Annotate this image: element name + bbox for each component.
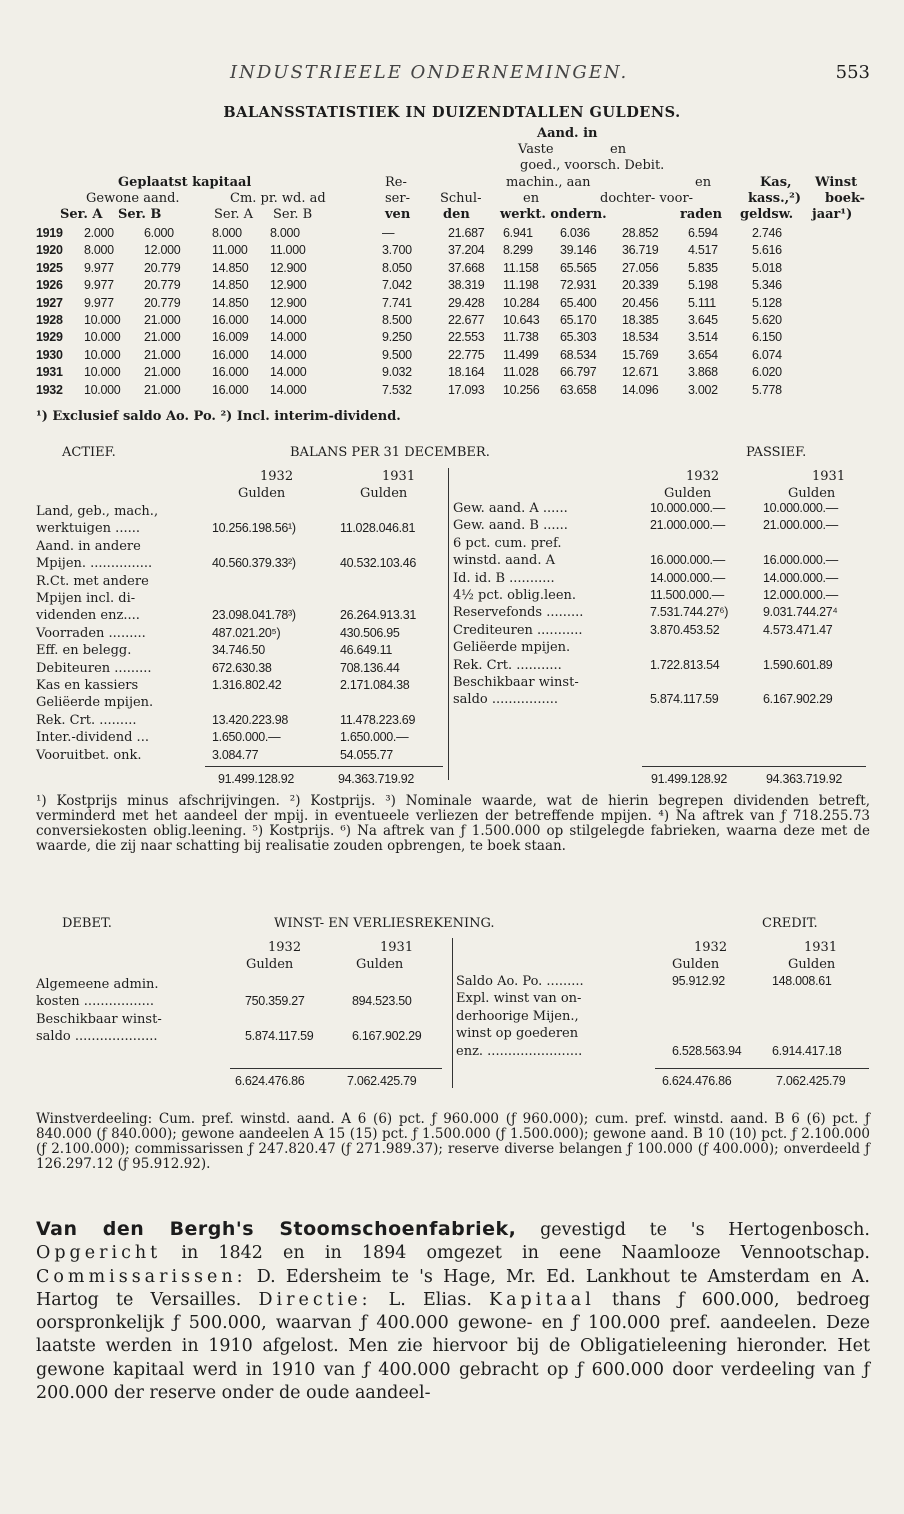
hdr-den: den (443, 207, 470, 222)
stats-cell: 16.000 (212, 365, 249, 380)
passief-row-value-1931: 16.000.000.— (763, 553, 838, 568)
stats-cell: 3.868 (688, 365, 718, 380)
stats-cell: 39.146 (560, 243, 597, 258)
stats-cell: 6.000 (144, 226, 174, 240)
stats-cell: 20.779 (144, 260, 181, 275)
actief-row-value-1931: 46.649.11 (340, 643, 392, 658)
stats-cell: 72.931 (560, 278, 597, 293)
actief-row-value-1931: 54.055.77 (340, 747, 393, 762)
company-text-3: D. Edersheim te 's Hage, Mr. Ed. Lankhout te Amsterdam en A. Hartog te Versailles. (36, 1266, 870, 1310)
passief-row-value-1931: 6.167.902.29 (763, 692, 833, 707)
hdr-kas: Kas, (760, 175, 792, 190)
debet-row-value-1931: 6.167.902.29 (352, 1029, 422, 1044)
hdr-jaar: jaar¹) (812, 207, 853, 222)
stats-cell: 16.000 (212, 382, 249, 397)
passief-row-label: Id. id. B ........... (453, 570, 555, 586)
stats-cell: 5.616 (752, 243, 782, 258)
actief-row-value-1932: 23.098.041.78³) (212, 608, 296, 623)
stats-cell: 14.000 (270, 365, 307, 380)
debet-row-label: Beschikbaar winst- (36, 1011, 162, 1027)
stats-year: 1925 (36, 260, 63, 275)
bal-year2-right: 1931 (812, 469, 846, 484)
hdr-kass: kass.,²) (748, 191, 801, 206)
actief-row-value-1932: 13.420.223.98 (212, 712, 289, 727)
stats-year: 1931 (36, 365, 63, 380)
actief-row-value-1932: 487.021.20⁵) (212, 625, 281, 640)
stats-cell: 11.198 (503, 278, 539, 293)
hdr-aand-in: Aand. in (537, 126, 598, 141)
stats-cell: 38.319 (448, 278, 485, 293)
stats-cell: 65.565 (560, 260, 597, 275)
bal-year1-right: 1932 (686, 469, 720, 484)
passief-row-label: winstd. aand. A (453, 553, 555, 569)
label-commissarissen: Commissarissen: (36, 1266, 247, 1287)
company-paragraph (36, 1218, 870, 1405)
company-text-1: gevestigd te 's Hertogenbosch. (516, 1220, 870, 1240)
stats-cell: 3.700 (382, 243, 412, 258)
credit-row-value-1932: 95.912.92 (672, 974, 725, 988)
hdr-vaste: Vaste (518, 142, 554, 157)
passief-row-value-1932: 3.870.453.52 (650, 622, 720, 637)
balance-divider (448, 468, 449, 780)
hdr-werkt: werkt. ondern. (500, 207, 607, 222)
stats-cell: 3.514 (688, 330, 718, 345)
stats-cell: 9.032 (382, 365, 412, 380)
hdr-en: en (610, 142, 627, 157)
stats-cell: 21.000 (144, 313, 181, 327)
wv-year1-right: 1932 (694, 940, 728, 955)
debet-row-value-1932: 750.359.27 (245, 994, 305, 1009)
wv-right-title: CREDIT. (762, 916, 818, 931)
hdr-goed: goed., voorsch. Debit. (520, 158, 665, 173)
stats-cell: 9.250 (382, 330, 412, 345)
passief-row-value-1931: 9.031.744.27⁴ (763, 605, 838, 620)
stats-cell: 8.299 (503, 243, 533, 258)
stats-cell: 22.553 (448, 330, 485, 345)
stats-cell: 21.687 (448, 226, 485, 240)
passief-row-value-1932: 14.000.000.— (650, 570, 725, 585)
passief-total-1931: 94.363.719.92 (766, 772, 843, 786)
stats-row-1919 (0, 226, 904, 242)
stats-cell: 3.002 (688, 382, 718, 397)
stats-cell: 14.850 (212, 260, 249, 275)
credit-row-value-1932: 6.528.563.94 (672, 1043, 742, 1058)
passief-row-value-1932: 5.874.117.59 (650, 692, 719, 707)
credit-row-label: Expl. winst van on- (456, 991, 582, 1007)
actief-row-value-1931: 708.136.44 (340, 660, 400, 675)
hdr-sera: Ser. A (60, 207, 103, 222)
passief-row-value-1932: 1.722.813.54 (650, 657, 720, 672)
stats-cell: 3.645 (688, 313, 718, 327)
debet-row-value-1931: 894.523.50 (352, 994, 412, 1009)
hdr-serb: Ser. B (118, 207, 162, 222)
company-name: Van den Bergh's Stoomschoenfabriek, (36, 1218, 517, 1240)
stats-year: 1932 (36, 382, 63, 397)
actief-row-label: Land, geb., mach., (36, 504, 159, 519)
credit-row-label: enz. ....................... (456, 1043, 583, 1059)
stats-cell: 7.741 (382, 295, 412, 310)
actief-row-label: Debiteuren ......... (36, 660, 152, 676)
stats-cell: 14.000 (270, 382, 307, 397)
credit-row-label: derhoorige Mijen., (456, 1008, 579, 1024)
wv-title: WINST- EN VERLIESREKENING. (274, 916, 495, 931)
wv-year1-left: 1932 (268, 940, 302, 955)
bal-year1-left: 1932 (260, 469, 294, 484)
wv-unit1-left: Gulden (246, 957, 294, 972)
hdr-machin: machin., aan (506, 175, 591, 190)
company-text-4: L. Elias. (371, 1289, 490, 1310)
actief-row-value-1931: 2.171.084.38 (340, 678, 410, 692)
stats-row-1929 (0, 330, 904, 346)
stats-cell: 9.977 (84, 260, 114, 275)
passief-row-label: 6 pct. cum. pref. (453, 535, 562, 551)
wv-unit2-left: Gulden (356, 957, 404, 972)
hdr-ser: ser- (385, 191, 410, 206)
stats-year: 1930 (36, 347, 63, 362)
stats-cell: 11.000 (270, 243, 306, 258)
stats-cell: 27.056 (622, 260, 659, 275)
actief-row-value-1931: 40.532.103.46 (340, 556, 417, 571)
wv-year2-right: 1931 (804, 940, 838, 955)
stats-cell: 9.977 (84, 278, 114, 293)
stats-cell: 21.000 (144, 382, 181, 397)
wv-unit2-right: Gulden (788, 957, 836, 972)
stats-cell: 7.042 (382, 278, 412, 293)
stats-cell: 14.096 (622, 382, 659, 397)
stats-cell: 16.000 (212, 347, 249, 362)
passief-row-value-1931: 12.000.000.— (763, 588, 838, 602)
label-opgericht: Opgericht (36, 1243, 162, 1264)
credit-row-value-1931: 148.008.61 (772, 974, 832, 988)
stats-cell: 12.000 (144, 243, 181, 258)
stats-cell: 18.385 (622, 313, 659, 327)
hdr-dochter: dochter- voor- (600, 191, 694, 206)
stats-cell: 5.346 (752, 278, 782, 293)
stats-year: 1926 (36, 278, 63, 293)
credit-total-rule (655, 1068, 869, 1069)
stats-row-1920 (0, 243, 904, 259)
passief-total-1932: 91.499.128.92 (651, 772, 728, 786)
stats-cell: 15.769 (622, 347, 659, 362)
passief-row-value-1932: 16.000.000.— (650, 553, 725, 568)
actief-row-label: Eff. en belegg. (36, 643, 132, 659)
stats-cell: 8.000 (212, 226, 242, 240)
stats-cell: 11.000 (212, 243, 248, 258)
actief-row-label: R.Ct. met andere (36, 573, 149, 589)
credit-row-label: winst op goederen (456, 1026, 579, 1042)
stats-cell: 16.000 (212, 313, 249, 327)
stats-cell: 36.719 (622, 243, 659, 258)
stats-cell: 5.128 (752, 295, 782, 310)
wv-left-title: DEBET. (62, 916, 112, 931)
stats-cell: 7.532 (382, 382, 412, 397)
wv-divider (452, 938, 453, 1088)
stats-cell: 10.643 (503, 313, 540, 327)
hdr-re: Re- (385, 175, 407, 190)
actief-row-label: Rek. Crt. ......... (36, 712, 137, 728)
stats-cell: 5.018 (752, 260, 782, 275)
company-text-2: in 1842 en in 1894 omgezet in eene Naamlooze Vennootschap. (161, 1243, 870, 1264)
stats-row-1926 (0, 278, 904, 294)
label-kapitaal: Kapitaal (489, 1289, 595, 1310)
stats-year: 1927 (36, 295, 63, 310)
passief-row-value-1932: 11.500.000.— (650, 588, 725, 602)
stats-cell: 14.850 (212, 278, 249, 293)
passief-row-label: Crediteuren ........... (453, 622, 583, 638)
stats-cell: 14.850 (212, 295, 249, 310)
stats-cell: 10.000 (84, 330, 121, 345)
stats-cell: 5.778 (752, 382, 782, 397)
stats-cell: 8.500 (382, 313, 412, 327)
running-header (0, 62, 904, 86)
stats-cell: 16.009 (212, 330, 249, 345)
stats-cell: 29.428 (448, 295, 485, 310)
hdr-cm: Cm. pr. wd. ad (230, 191, 326, 206)
stats-cell: 10.000 (84, 347, 121, 362)
actief-row-label: videnden enz.... (36, 608, 140, 624)
passief-row-label: saldo ................ (453, 692, 558, 708)
hdr-en3: en (523, 191, 540, 206)
stats-year: 1929 (36, 330, 63, 345)
wv-year2-left: 1931 (380, 940, 414, 955)
page-number: 553 (835, 62, 870, 83)
stats-cell: 10.000 (84, 365, 121, 380)
passief-row-value-1931: 1.590.601.89 (763, 657, 833, 672)
hdr-winst: Winst (815, 175, 858, 190)
bal-unit2-left: Gulden (360, 486, 408, 501)
passief-row-value-1931: 4.573.471.47 (763, 622, 833, 637)
stats-cell: 5.620 (752, 313, 782, 327)
hdr-en2: en (695, 175, 712, 190)
debet-total-1931: 7.062.425.79 (347, 1074, 417, 1088)
hdr-raden: raden (680, 207, 723, 222)
stats-row-1930 (0, 348, 904, 364)
stats-row-1931 (0, 365, 904, 381)
bal-unit1-right: Gulden (664, 486, 712, 501)
stats-cell: 20.779 (144, 278, 181, 293)
actief-total-1931: 94.363.719.92 (338, 772, 415, 786)
stats-cell: 65.170 (560, 313, 597, 327)
stats-cell: 20.456 (622, 295, 659, 310)
balance-notes: ¹) Kostprijs minus afschrijvingen. ²) Kostprijs. ³) Nominale waarde, wat de hierin begrepen dividenden betreft, verminderd met het aandeel der mpij. in eventueele verliezen der betreffende mpijen. ⁴) Na aftrek van ƒ 718.255.73 conversiekosten oblig.leening. ⁵) Kostprijs. ⁶) Na aftrek van ƒ 1.500.000 op stilgelegde fabrieken, waarna deze met de waarde, die zij naar schatting bij realisatie zouden opbrengen, te boek staan. (36, 793, 870, 854)
wv-unit1-right: Gulden (672, 957, 720, 972)
debet-row-label: Algemeene admin. (36, 977, 159, 992)
actief-row-value-1932: 672.630.38 (212, 660, 272, 675)
hdr-sera2: Ser. A (214, 207, 254, 222)
stats-cell: 8.000 (84, 243, 114, 258)
stats-cell: 6.150 (752, 330, 782, 345)
passief-total-rule (642, 766, 866, 767)
actief-row-label: Inter.-dividend ... (36, 730, 149, 746)
stats-cell: 18.164 (448, 365, 485, 380)
stats-cell: 3.654 (688, 347, 718, 362)
stats-cell: 63.658 (560, 382, 597, 397)
passief-row-value-1932: 21.000.000.— (650, 518, 725, 533)
stats-cell: 9.977 (84, 295, 114, 310)
stats-cell: 37.204 (448, 243, 485, 258)
stats-cell: 5.111 (688, 295, 716, 310)
bal-year2-left: 1931 (382, 469, 416, 484)
hdr-geldsw: geldsw. (740, 207, 794, 222)
passief-row-value-1931: 21.000.000.— (763, 518, 838, 533)
stats-cell: 8.000 (270, 226, 300, 240)
stats-cell: 2.746 (752, 226, 782, 240)
passief-row-label: Rek. Crt. ........... (453, 657, 562, 673)
stats-cell: 12.900 (270, 295, 307, 310)
actief-row-value-1932: 1.650.000.— (212, 730, 281, 745)
passief-row-label: Gew. aand. B ...... (453, 518, 568, 534)
passief-row-label: 4½ pct. oblig.leen. (453, 588, 577, 603)
stats-cell: 6.020 (752, 365, 782, 380)
balance-left-title: ACTIEF. (62, 445, 116, 460)
credit-row-value-1931: 6.914.417.18 (772, 1043, 842, 1058)
stats-footnote: ¹) Exclusief saldo Ao. Po. ²) Incl. interim-dividend. (36, 409, 401, 424)
passief-row-label: Reservefonds ......... (453, 605, 584, 621)
stats-cell: 20.339 (622, 278, 659, 293)
actief-row-value-1931: 1.650.000.— (340, 730, 409, 745)
credit-total-1932: 6.624.476.86 (662, 1074, 732, 1088)
bal-unit1-left: Gulden (238, 486, 286, 501)
stats-row-1927 (0, 296, 904, 312)
stats-row-1932 (0, 383, 904, 399)
stats-row-1928 (0, 313, 904, 329)
debet-row-label: saldo .................... (36, 1029, 158, 1045)
passief-row-value-1932: 10.000.000.— (650, 501, 725, 515)
stats-cell: 2.000 (84, 226, 114, 240)
bal-unit2-right: Gulden (788, 486, 836, 501)
stats-row-1925 (0, 261, 904, 277)
stats-cell: 9.500 (382, 347, 412, 362)
stats-cell: 22.677 (448, 313, 485, 327)
hdr-geplaatst: Geplaatst kapitaal (118, 175, 252, 190)
stats-cell: 68.534 (560, 347, 597, 362)
credit-total-1931: 7.062.425.79 (776, 1074, 846, 1088)
stats-cell: 14.000 (270, 313, 307, 327)
company-text-5: thans ƒ 600.000, bedroeg oorspronkelijk ƒ 500.000, waarvan ƒ 400.000 gewone- en ƒ 100.000 pref. aandeelen. Deze laatste werden in 1910 afgelost. Men zie hiervoor bij de Obligatieleening hieronder. Het gewone kapitaal werd in 1910 van ƒ 400.000 gebracht op ƒ 600.000 door verdeeling van ƒ 200.000 der reserve onder de oude aandeel- (36, 1289, 870, 1404)
actief-total-rule (205, 766, 443, 767)
hdr-ven: ven (385, 207, 411, 222)
stats-cell: 11.158 (503, 260, 539, 275)
stats-cell: 11.738 (503, 330, 539, 345)
debet-row-value-1932: 5.874.117.59 (245, 1029, 314, 1044)
stats-cell: 18.534 (622, 330, 659, 345)
stats-year: 1919 (36, 226, 63, 240)
stats-cell: 6.074 (752, 347, 782, 362)
actief-row-value-1932: 1.316.802.42 (212, 678, 282, 692)
actief-row-label: Mpijen incl. di- (36, 591, 136, 606)
stats-cell: 11.499 (503, 347, 539, 362)
actief-row-value-1931: 430.506.95 (340, 625, 400, 640)
actief-row-value-1931: 11.478.223.69 (340, 712, 416, 727)
stats-cell: 21.000 (144, 330, 181, 345)
winstverdeeling: Winstverdeeling: Cum. pref. winstd. aand. A 6 (6) pct. ƒ 960.000 (ƒ 960.000); cum. pref. winstd. aand. B 6 (6) pct. ƒ 840.000 (ƒ 840.000); gewone aandeelen A 15 (15) pct. ƒ 1.500.000 (ƒ 1.500.000); gewone aand. B 10 (10) pct. ƒ 2.100.000 (ƒ 2.100.000); commissarissen ƒ 247.820.47 (ƒ 271.989.37); reserve diverse belangen ƒ 100.000 (ƒ 400.000); onverdeeld ƒ 126.297.12 (ƒ 95.912.92). (36, 1111, 870, 1172)
passief-row-label: Beschikbaar winst- (453, 675, 579, 690)
stats-cell: 12.900 (270, 278, 307, 293)
stats-table-title: BALANSSTATISTIEK IN DUIZENDTALLEN GULDENS. (223, 104, 681, 121)
actief-row-label: Aand. in andere (36, 538, 141, 554)
stats-cell: 5.835 (688, 260, 718, 275)
stats-cell: 6.594 (688, 226, 718, 240)
debet-total-rule (230, 1068, 442, 1069)
stats-cell: 14.000 (270, 347, 307, 362)
stats-cell: 37.668 (448, 260, 485, 275)
passief-row-value-1931: 10.000.000.— (763, 501, 838, 515)
actief-row-label: Vooruitbet. onk. (36, 747, 142, 763)
hdr-schul: Schul- (440, 191, 482, 206)
passief-row-value-1932: 7.531.744.27⁶) (650, 605, 729, 620)
label-directie: Directie: (258, 1289, 372, 1310)
stats-cell: 21.000 (144, 365, 181, 380)
actief-row-label: Kas en kassiers (36, 678, 139, 693)
actief-row-value-1932: 40.560.379.33²) (212, 556, 296, 571)
stats-cell: 65.303 (560, 330, 597, 345)
stats-cell: — (382, 226, 395, 240)
stats-cell: 6.036 (560, 226, 590, 240)
credit-row-label: Saldo Ao. Po. ......... (456, 974, 584, 989)
section-title: INDUSTRIEELE ONDERNEMINGEN. (230, 62, 629, 83)
actief-row-label: Voorraden ......... (36, 625, 146, 641)
stats-year: 1928 (36, 313, 63, 327)
passief-row-value-1931: 14.000.000.— (763, 570, 838, 585)
hdr-gewone: Gewone aand. (86, 191, 180, 206)
stats-cell: 10.000 (84, 382, 121, 397)
stats-cell: 10.000 (84, 313, 121, 327)
stats-cell: 20.779 (144, 295, 181, 310)
stats-cell: 17.093 (448, 382, 485, 397)
stats-cell: 11.028 (503, 365, 539, 380)
actief-row-value-1932: 34.746.50 (212, 643, 265, 658)
actief-row-value-1931: 26.264.913.31 (340, 608, 417, 623)
actief-row-label: Mpijen. ............... (36, 556, 153, 572)
hdr-serb2: Ser. B (273, 207, 313, 222)
passief-row-label: Geliëerde mpijen. (453, 640, 571, 656)
stats-cell: 28.852 (622, 226, 659, 240)
debet-row-label: kosten ................. (36, 994, 155, 1010)
stats-cell: 12.671 (622, 365, 659, 380)
stats-cell: 22.775 (448, 347, 485, 362)
actief-total-1932: 91.499.128.92 (218, 772, 295, 786)
passief-row-label: Gew. aand. A ...... (453, 501, 568, 516)
stats-cell: 21.000 (144, 347, 181, 362)
actief-row-label: werktuigen ...... (36, 521, 140, 537)
actief-row-value-1932: 10.256.198.56¹) (212, 521, 296, 536)
debet-total-1932: 6.624.476.86 (235, 1074, 305, 1088)
stats-cell: 66.797 (560, 365, 597, 380)
stats-cell: 10.256 (503, 382, 540, 397)
actief-row-value-1932: 3.084.77 (212, 747, 259, 762)
balance-right-title: PASSIEF. (746, 445, 807, 460)
hdr-boek: boek- (825, 191, 865, 206)
balance-title: BALANS PER 31 DECEMBER. (290, 445, 490, 460)
actief-row-label: Geliëerde mpijen. (36, 695, 154, 711)
stats-cell: 8.050 (382, 260, 412, 275)
actief-row-value-1931: 11.028.046.81 (340, 521, 416, 536)
stats-cell: 12.900 (270, 260, 307, 275)
stats-cell: 6.941 (503, 226, 533, 240)
stats-cell: 4.517 (688, 243, 718, 258)
stats-year: 1920 (36, 243, 63, 258)
stats-cell: 5.198 (688, 278, 718, 293)
stats-cell: 10.284 (503, 295, 540, 310)
stats-cell: 65.400 (560, 295, 597, 310)
stats-cell: 14.000 (270, 330, 307, 345)
